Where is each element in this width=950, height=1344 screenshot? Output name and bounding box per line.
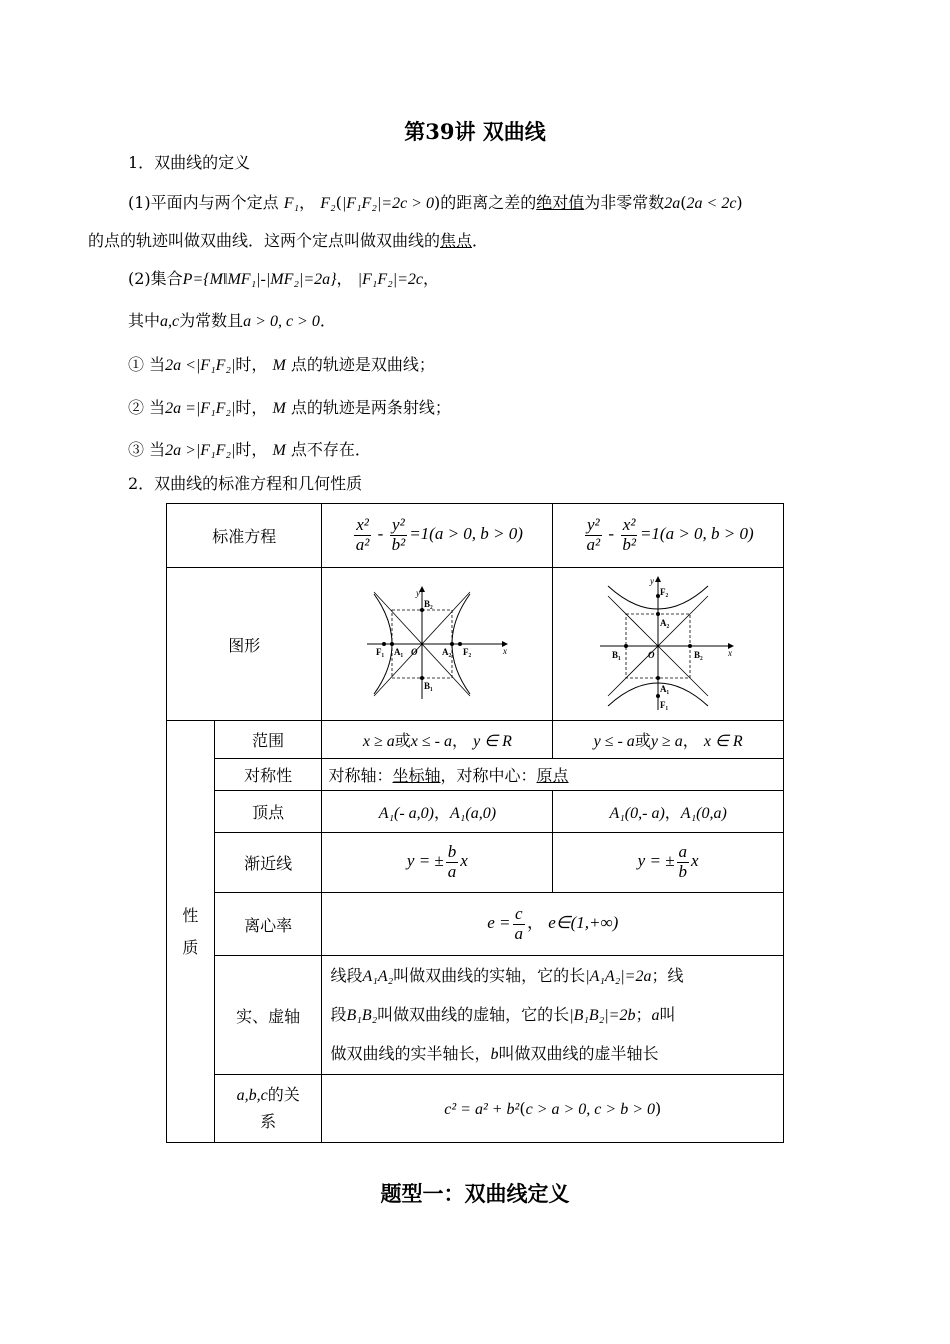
g1-A2: A₂	[442, 647, 452, 657]
row-graph	[167, 568, 784, 721]
case-1: ① 当2a <|F₁F₂|时， M 点的轨迹是双曲线；	[128, 355, 435, 374]
g1-A1: A₁	[394, 647, 404, 657]
asym-vertical: y = ± $\frac{a}{b}$ x	[553, 833, 784, 893]
g2-O: O	[648, 650, 655, 660]
sym-label: 对称性	[214, 759, 322, 791]
row-vertex	[167, 791, 784, 833]
g2-F2: F₂	[660, 587, 669, 597]
row-standard-equation	[167, 504, 784, 568]
row-eccentricity	[167, 893, 784, 956]
props-label: 性质	[182, 905, 199, 957]
section-2-heading: 2．双曲线的标准方程和几何性质	[128, 474, 363, 493]
ecc-label: 离心率	[214, 893, 322, 956]
g1-B1: B₁	[424, 681, 434, 691]
graph-vertical-cell	[553, 568, 784, 721]
range-label: 范围	[214, 721, 322, 759]
graph-label: 图形	[167, 568, 322, 721]
hyperbola-vertical-graph	[598, 574, 738, 714]
rel-content: c² = a² + b²(c > a > 0, c > b > 0)	[322, 1075, 784, 1143]
range-horizontal: x ≥ a或x ≤ - a， y ∈ R	[322, 721, 553, 759]
case-3: ③ 当2a >|F₁F₂|时， M 点不存在．	[128, 440, 371, 459]
g1-O: O	[411, 647, 418, 657]
g2-F1: F₁	[660, 700, 669, 710]
set-definition: (2)集合P={M‖MF₁|-|MF₂|=2a}， |F₁F₂|=2c，	[128, 269, 440, 288]
properties-table	[166, 503, 784, 1143]
std-label: 标准方程	[167, 504, 322, 568]
g1-F2: F₂	[463, 647, 472, 657]
section-1-heading: 1．双曲线的定义	[128, 153, 251, 172]
g1-B2: B₂	[424, 599, 434, 609]
asym-label: 渐近线	[214, 833, 322, 893]
row-symmetry	[167, 759, 784, 791]
page-title: 第39讲 双曲线	[404, 119, 546, 144]
def-line-2: 的点的轨迹叫做双曲线．这两个定点叫做双曲线的焦点．	[88, 231, 489, 250]
g2-A2: A₂	[660, 618, 670, 628]
props-label-cell	[167, 721, 215, 1143]
row-axes	[167, 956, 784, 1075]
focus-term: 焦点	[440, 231, 473, 250]
asym-horizontal: y = ± $\frac{b}{a}$ x	[322, 833, 553, 893]
g1-F1: F₁	[376, 647, 385, 657]
graph-horizontal-cell	[322, 568, 553, 721]
sym-content: 对称轴：坐标轴，对称中心：原点	[322, 759, 784, 791]
g2-A1: A₁	[660, 684, 670, 694]
g2-x-label: x	[728, 648, 733, 658]
def-line-1: (1)平面内与两个定点 F₁， F₂(|F₁F₂|=2c > 0)的距离之差的绝对值为非零常数2a(2a < 2c)	[128, 193, 743, 212]
row-relation	[167, 1075, 784, 1143]
section-title: 题型一：双曲线定义	[380, 1181, 570, 1206]
g2-B2: B₂	[694, 650, 703, 660]
g2-y-label: y	[650, 576, 655, 586]
std-eq-vertical: $\frac{\text{y²}}{\text{a²}}$ - $\frac{\text{x²}}{\text{b²}}$ =1(a > 0, b > 0)	[553, 504, 784, 568]
axis-label: 实、虚轴	[214, 956, 322, 1075]
g2-B1: B₁	[612, 650, 621, 660]
abs-value-term: 绝对值	[536, 193, 585, 212]
row-range	[167, 721, 784, 759]
constants-line: 其中a,c为常数且a > 0, c > 0．	[128, 311, 336, 330]
vertex-horizontal: A₁(- a,0)，A₁(a,0)	[322, 791, 553, 833]
range-vertical: y ≤ - a或y ≥ a， x ∈ R	[553, 721, 784, 759]
vertex-vertical: A₁(0,- a)，A₁(0,a)	[553, 791, 784, 833]
rel-label: a,b,c的关 系	[214, 1075, 322, 1143]
case-2: ② 当2a =|F₁F₂|时， M 点的轨迹是两条射线；	[128, 398, 451, 417]
std-eq-horizontal: $\frac{\text{x²}}{\text{a²}}$ - $\frac{\text{y²}}{\text{b²}}$ =1(a > 0, b > 0)	[322, 504, 553, 568]
g1-y-label: y	[416, 588, 421, 598]
axis-content: 线段A₁A₂叫做双曲线的实轴，它的长|A₁A₂|=2a；线 段B₁B₂叫做双曲线的虚轴，它的长|B₁B₂|=2b；a叫 做双曲线的实半轴长，b叫做双曲线的虚半轴长	[322, 956, 784, 1075]
vertex-label: 顶点	[214, 791, 322, 833]
hyperbola-horizontal-graph	[362, 584, 512, 704]
row-asymptote	[167, 833, 784, 893]
ecc-content: e = $\frac{c}{a}$ ， e∈(1,+∞)	[322, 893, 784, 956]
g1-x-label: x	[503, 646, 508, 656]
